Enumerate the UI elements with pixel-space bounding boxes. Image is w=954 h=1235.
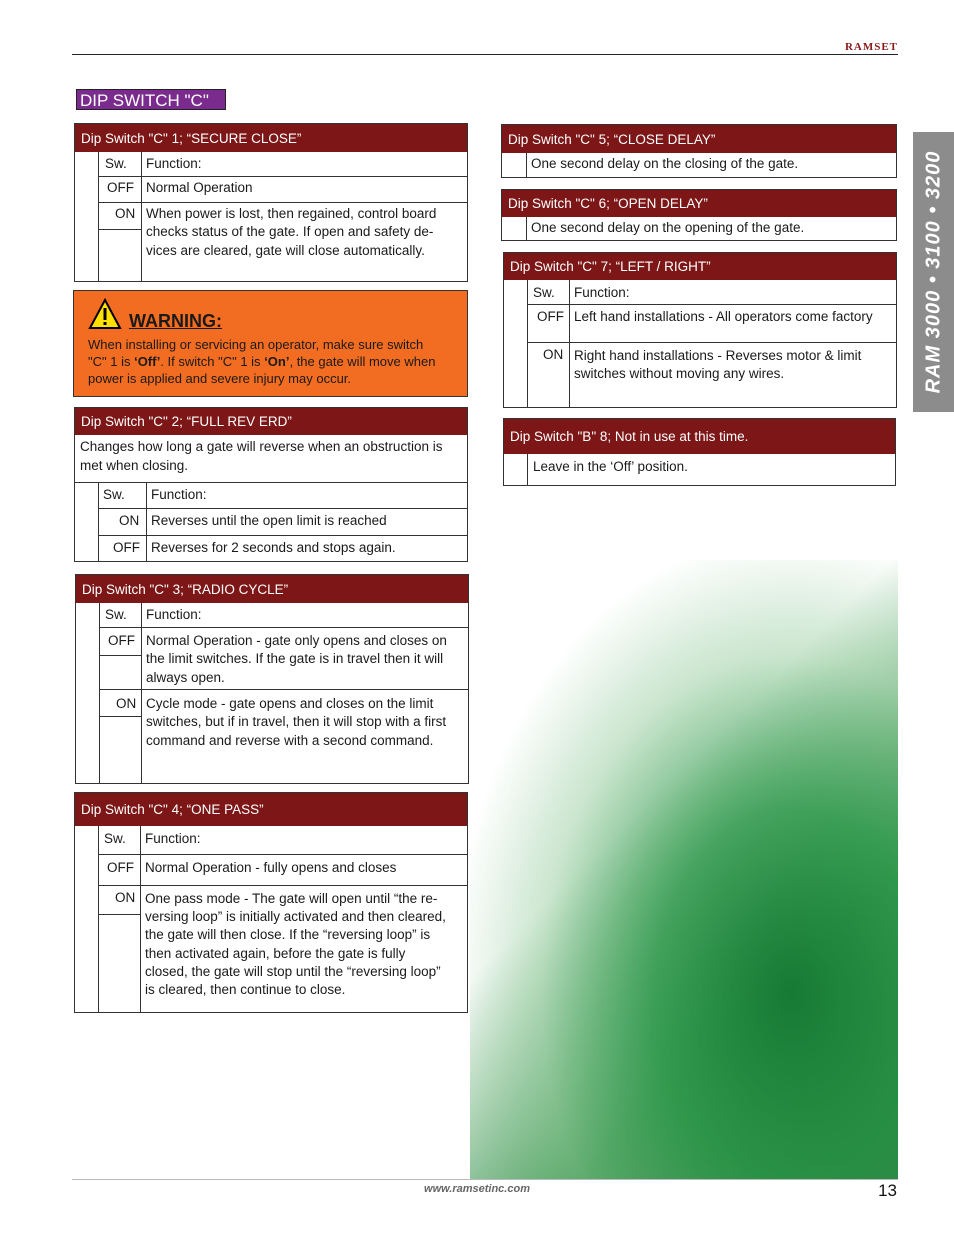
c7-on: ON bbox=[543, 347, 564, 362]
brand-logo: RAMSET bbox=[844, 41, 898, 53]
c4-sw-header: Sw. bbox=[104, 831, 126, 846]
warning-icon bbox=[88, 298, 122, 330]
c7-off: OFF bbox=[537, 309, 564, 324]
c2-sw-header: Sw. bbox=[103, 487, 125, 502]
c5-title: Dip Switch "C" 5; “CLOSE DELAY” bbox=[502, 125, 896, 153]
c4-on: ON bbox=[115, 890, 136, 905]
section-title: DIP SWITCH "C" bbox=[76, 89, 226, 110]
c7-fn-header: Function: bbox=[574, 285, 630, 300]
footer-url: www.ramsetinc.com bbox=[424, 1183, 530, 1195]
c6-text: One second delay on the opening of the gate. bbox=[531, 220, 805, 235]
warning-box bbox=[73, 290, 468, 397]
c2-off: OFF bbox=[113, 540, 140, 555]
c4-on-line1: One pass mode - The gate will open until “the re- bbox=[145, 891, 438, 906]
c3-on: ON bbox=[116, 696, 137, 711]
c7-title: Dip Switch "C" 7; “LEFT / RIGHT” bbox=[504, 253, 896, 280]
c6-title: Dip Switch "C" 6; “OPEN DELAY” bbox=[502, 190, 896, 217]
c4-on-line3: the gate will then close. If the “reversing loop” is bbox=[145, 927, 431, 942]
c4-fn-header: Function: bbox=[145, 831, 201, 846]
c7-table bbox=[503, 252, 897, 408]
footer-rule bbox=[72, 1179, 898, 1180]
c4-on-line4: then activated again, before the gate is fully bbox=[145, 946, 406, 961]
warning-line1: When installing or servicing an operator, make sure switch bbox=[88, 337, 424, 352]
c3-on-line3: command and reverse with a second command. bbox=[146, 733, 434, 748]
warning-line2: "C" 1 is ‘Off’. If switch "C" 1 is ‘On’, the gate will move when bbox=[88, 354, 436, 369]
c1-on: ON bbox=[115, 206, 136, 221]
side-tab-label: RAM 3000 • 3100 • 3200 bbox=[922, 150, 944, 394]
b8-table bbox=[503, 418, 896, 486]
c4-table bbox=[74, 792, 468, 1013]
c7-on-line2: switches without moving any wires. bbox=[574, 366, 785, 381]
c2-off-text: Reverses for 2 seconds and stops again. bbox=[151, 540, 396, 555]
c4-off: OFF bbox=[107, 860, 134, 875]
c1-on-line2: checks status of the gate. If open and safety de- bbox=[146, 224, 434, 239]
c1-title: Dip Switch "C" 1; “SECURE CLOSE” bbox=[75, 124, 467, 152]
c4-on-line5: closed, the gate will stop until the “reversing loop” bbox=[145, 964, 441, 979]
c3-off: OFF bbox=[108, 633, 135, 648]
c3-off-line3: always open. bbox=[146, 670, 225, 685]
header-rule bbox=[72, 54, 898, 55]
c5-table bbox=[501, 124, 897, 178]
c3-on-line2: switches, but if in travel, then it will stop with a first bbox=[146, 714, 447, 729]
c5-text: One second delay on the closing of the gate. bbox=[531, 156, 799, 171]
c4-title: Dip Switch "C" 4; “ONE PASS” bbox=[75, 793, 467, 826]
c4-on-line2: versing loop” is initially activated and then cleared, bbox=[145, 909, 446, 924]
c3-sw-header: Sw. bbox=[105, 607, 127, 622]
c2-fn-header: Function: bbox=[151, 487, 207, 502]
c3-fn-header: Function: bbox=[146, 607, 202, 622]
page-number: 13 bbox=[878, 1181, 897, 1200]
c1-on-line1: When power is lost, then regained, control board bbox=[146, 206, 437, 221]
warning-title: WARNING: bbox=[129, 311, 222, 331]
c4-on-line6: is cleared, then continue to close. bbox=[145, 982, 346, 997]
c1-sw-header: Sw. bbox=[105, 156, 127, 171]
c1-table bbox=[74, 123, 468, 282]
c2-desc-line2: met when closing. bbox=[80, 458, 189, 473]
b8-text: Leave in the ‘Off’ position. bbox=[533, 459, 688, 474]
c3-off-line2: the limit switches. If the gate is in travel then it will bbox=[146, 651, 444, 666]
c3-on-line1: Cycle mode - gate opens and closes on the limit bbox=[146, 696, 434, 711]
c7-sw-header: Sw. bbox=[533, 285, 555, 300]
c2-on-text: Reverses until the open limit is reached bbox=[151, 513, 387, 528]
c1-off: OFF bbox=[107, 180, 134, 195]
c2-on: ON bbox=[119, 513, 140, 528]
side-tab bbox=[913, 132, 954, 412]
c1-on-line3: vices are cleared, gate will close automatically. bbox=[146, 243, 425, 258]
c7-on-line1: Right hand installations - Reverses motor & limit bbox=[574, 348, 862, 363]
c7-off-text: Left hand installations - All operators come factory bbox=[574, 309, 873, 324]
c6-table bbox=[501, 189, 897, 241]
c3-table bbox=[75, 574, 469, 784]
c4-off-text: Normal Operation - fully opens and closes bbox=[145, 860, 397, 875]
c1-fn-header: Function: bbox=[146, 156, 202, 171]
c3-off-line1: Normal Operation - gate only opens and closes on bbox=[146, 633, 447, 648]
c2-table bbox=[74, 407, 468, 562]
c2-desc-line1: Changes how long a gate will reverse when an obstruction is bbox=[80, 439, 443, 454]
c2-title: Dip Switch "C" 2; “FULL REV ERD” bbox=[75, 408, 467, 435]
c1-off-text: Normal Operation bbox=[146, 180, 253, 195]
b8-title: Dip Switch "B" 8; Not in use at this time. bbox=[504, 419, 895, 454]
warning-line3: power is applied and severe injury may occur. bbox=[88, 371, 352, 386]
circuit-board-image bbox=[470, 560, 898, 1180]
c3-title: Dip Switch "C" 3; “RADIO CYCLE” bbox=[76, 575, 468, 603]
